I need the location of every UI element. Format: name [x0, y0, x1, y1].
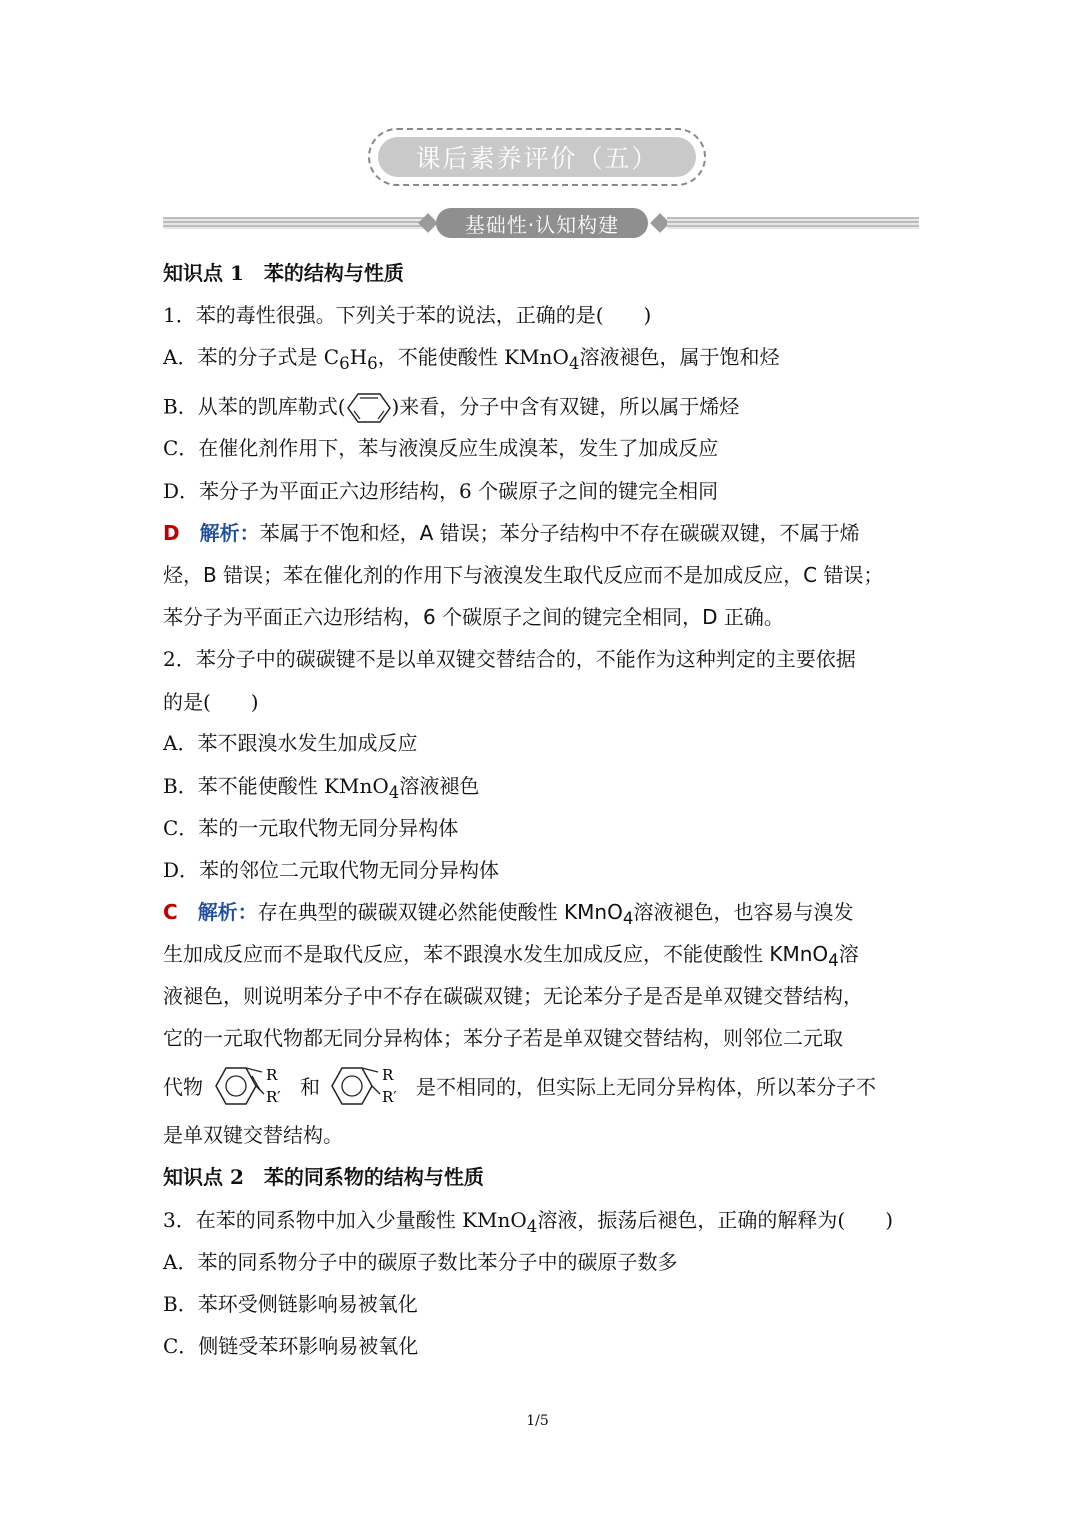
q2-stem-cont: 的是( )	[163, 690, 259, 714]
q2-option-a: A．苯不跟溴水发生加成反应	[163, 731, 418, 755]
substituent-r-prime: R′	[382, 1088, 397, 1106]
page-title: 课后素养评价（五）	[378, 137, 696, 177]
q1-option-d: D．苯分子为平面正六边形结构，6 个碳原子之间的键完全相同	[163, 479, 719, 503]
q2-analysis-line: 它的一元取代物都无同分异构体；苯分子若是单双键交替结构，则邻位二元取	[163, 1026, 843, 1050]
section-band	[163, 208, 919, 238]
q3-stem: 3．在苯的同系物中加入少量酸性 KMnO$_4$溶液，振荡后褪色，正确的解释为( )	[163, 1208, 893, 1236]
band-rule-left	[163, 217, 428, 229]
q1-analysis-line: 烃，B 错误；苯在催化剂的作用下与液溴发生取代反应而不是加成反应，C 错误；	[163, 563, 884, 587]
substituent-r-prime: R′	[266, 1088, 281, 1106]
q1-option-c: C．在催化剂作用下，苯与液溴反应生成溴苯，发生了加成反应	[163, 436, 719, 460]
q1-answer: D	[163, 521, 180, 545]
q1-option-b: B．从苯的凯库勒式( )来看，分子中含有双键，所以属于烯烃	[163, 390, 739, 426]
q2-option-b: B．苯不能使酸性 KMnO$_4$溶液褪色	[163, 774, 480, 802]
q1-option-a: A．苯的分子式是 $C_6H_6$，不能使酸性 KMnO$_4$溶液褪色，属于饱和烃	[163, 345, 780, 373]
q2-option-d: D．苯的邻位二元取代物无同分异构体	[163, 858, 500, 882]
q2-option-c: C．苯的一元取代物无同分异构体	[163, 816, 459, 840]
title-frame	[368, 128, 706, 186]
q3-option-b: B．苯环受侧链影响易被氧化	[163, 1292, 418, 1316]
q3-option-a: A．苯的同系物分子中的碳原子数比苯分子中的碳原子数多	[163, 1250, 678, 1274]
knowledge-point-1: 知识点 1 苯的结构与性质	[163, 261, 404, 285]
ortho-disubstituted-benzene-2	[328, 1062, 412, 1112]
q2-analysis-line: C 解析：存在典型的碳碳双键必然能使酸性 KMnO$_4$溶液褪色，也容易与溴发	[163, 900, 854, 928]
substituent-r: R	[382, 1066, 394, 1084]
kekule-benzene-icon	[346, 390, 392, 426]
q2-answer: C	[163, 900, 178, 924]
q2-analysis-line: 生加成反应而不是取代反应，苯不跟溴水发生加成反应，不能使酸性 KMnO$_4$溶	[163, 942, 859, 970]
ortho-disubstituted-benzene-1	[212, 1062, 296, 1112]
q2-analysis-line: 是单双键交替结构。	[163, 1123, 343, 1147]
page-number: 1/5	[526, 1413, 549, 1429]
q2-analysis-and: 和	[300, 1075, 320, 1099]
band-rule-right	[667, 217, 919, 229]
analysis-label: 解析：	[197, 900, 258, 924]
substituent-r: R	[266, 1066, 278, 1084]
analysis-label: 解析：	[199, 521, 260, 545]
q2-stem: 2．苯分子中的碳碳键不是以单双键交替结合的，不能作为这种判定的主要依据	[163, 647, 856, 671]
q1-stem: 1．苯的毒性很强。下列关于苯的说法，正确的是( )	[163, 303, 652, 327]
q2-analysis-line: 代物	[163, 1075, 203, 1099]
section-band-label: 基础性·认知构建	[436, 208, 648, 238]
knowledge-point-2: 知识点 2 苯的同系物的结构与性质	[163, 1165, 484, 1189]
q1-analysis-line: 苯分子为平面正六边形结构，6 个碳原子之间的键完全相同，D 正确。	[163, 605, 784, 629]
q2-analysis-line: 是不相同的，但实际上无同分异构体，所以苯分子不	[416, 1075, 876, 1099]
q1-analysis-line: D 解析：苯属于不饱和烃，A 错误；苯分子结构中不存在碳碳双键，不属于烯	[163, 521, 860, 545]
q3-option-c: C．侧链受苯环影响易被氧化	[163, 1334, 419, 1358]
q2-analysis-line: 液褪色，则说明苯分子中不存在碳碳双键；无论苯分子是否是单双键交替结构，	[163, 984, 863, 1008]
